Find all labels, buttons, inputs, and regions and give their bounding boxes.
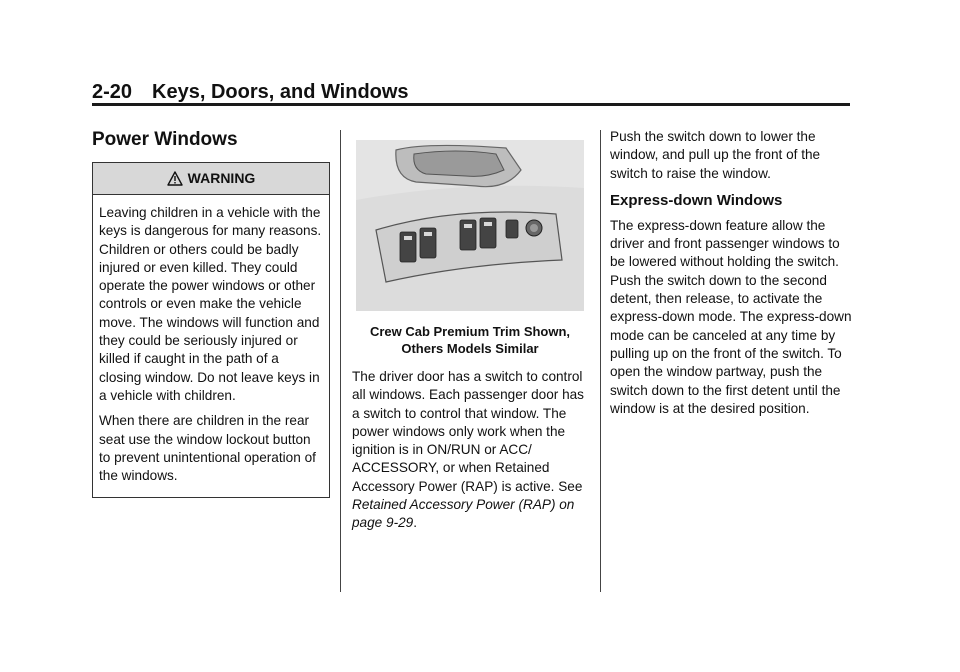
door-panel-drawing: [356, 140, 584, 311]
column-3: [610, 128, 852, 425]
body-text: The driver door has a switch to control all windows. Each passenger door has a switch to control that window. The power windows only work when the ignition is in ON/RUN or ACC/ ACCESSORY, or when Retained Accessory Power (RAP) is active. See: [352, 369, 584, 494]
column-divider: [340, 130, 341, 592]
warning-triangle-icon: [167, 171, 183, 186]
page-header: [92, 80, 850, 104]
header-rule: [92, 103, 850, 106]
subsection-heading: Express-down Windows: [610, 191, 783, 209]
section-title: Keys, Doors, and Windows: [152, 81, 409, 103]
body-paragraph: Push the switch down to lower the window, and pull up the front of the switch to raise the window.: [610, 129, 821, 181]
column-1: [92, 128, 332, 498]
section-heading: Power Windows: [92, 129, 238, 150]
body-text-end: .: [413, 515, 418, 531]
warning-paragraph: When there are children in the rear seat use the window lockout button to prevent unintentional operation of the windows.: [99, 413, 316, 484]
warning-box: [92, 162, 330, 498]
column-2: [352, 128, 588, 540]
body-paragraph: The express-down feature allow the driver and front passenger windows to be lowered without holding the switch. Push the switch down to the second detent, then release, to activate the express-down mode. The express-down mode can be canceled at any time by pulling up on the front of the switch. To open the window partway, push the switch down to the first detent until the window is at the desired position.: [610, 217, 852, 416]
door-switch-illustration: [356, 140, 584, 311]
warning-body: [93, 195, 329, 497]
body-paragraph: [352, 368, 588, 533]
warning-title: WARNING: [187, 170, 256, 187]
warning-header: [93, 163, 329, 195]
column-divider: [600, 130, 601, 592]
cross-reference-link[interactable]: Retained Accessory Power (RAP) on page 9-29: [352, 497, 575, 531]
caption-line: Crew Cab Premium Trim Shown,: [369, 324, 571, 339]
caption-line: Others Models Similar: [401, 341, 539, 356]
figure-caption: [352, 323, 588, 357]
page-number: 2-20: [92, 81, 133, 103]
warning-paragraph: Leaving children in a vehicle with the keys is dangerous for many reasons. Children or others could be badly injured or even killed. They could operate the power windows or other controls or even make the vehicle move. The windows will function and they could be seriously injured or killed if caught in the path of a closing window. Do not leave keys in a vehicle with children.: [99, 205, 322, 403]
